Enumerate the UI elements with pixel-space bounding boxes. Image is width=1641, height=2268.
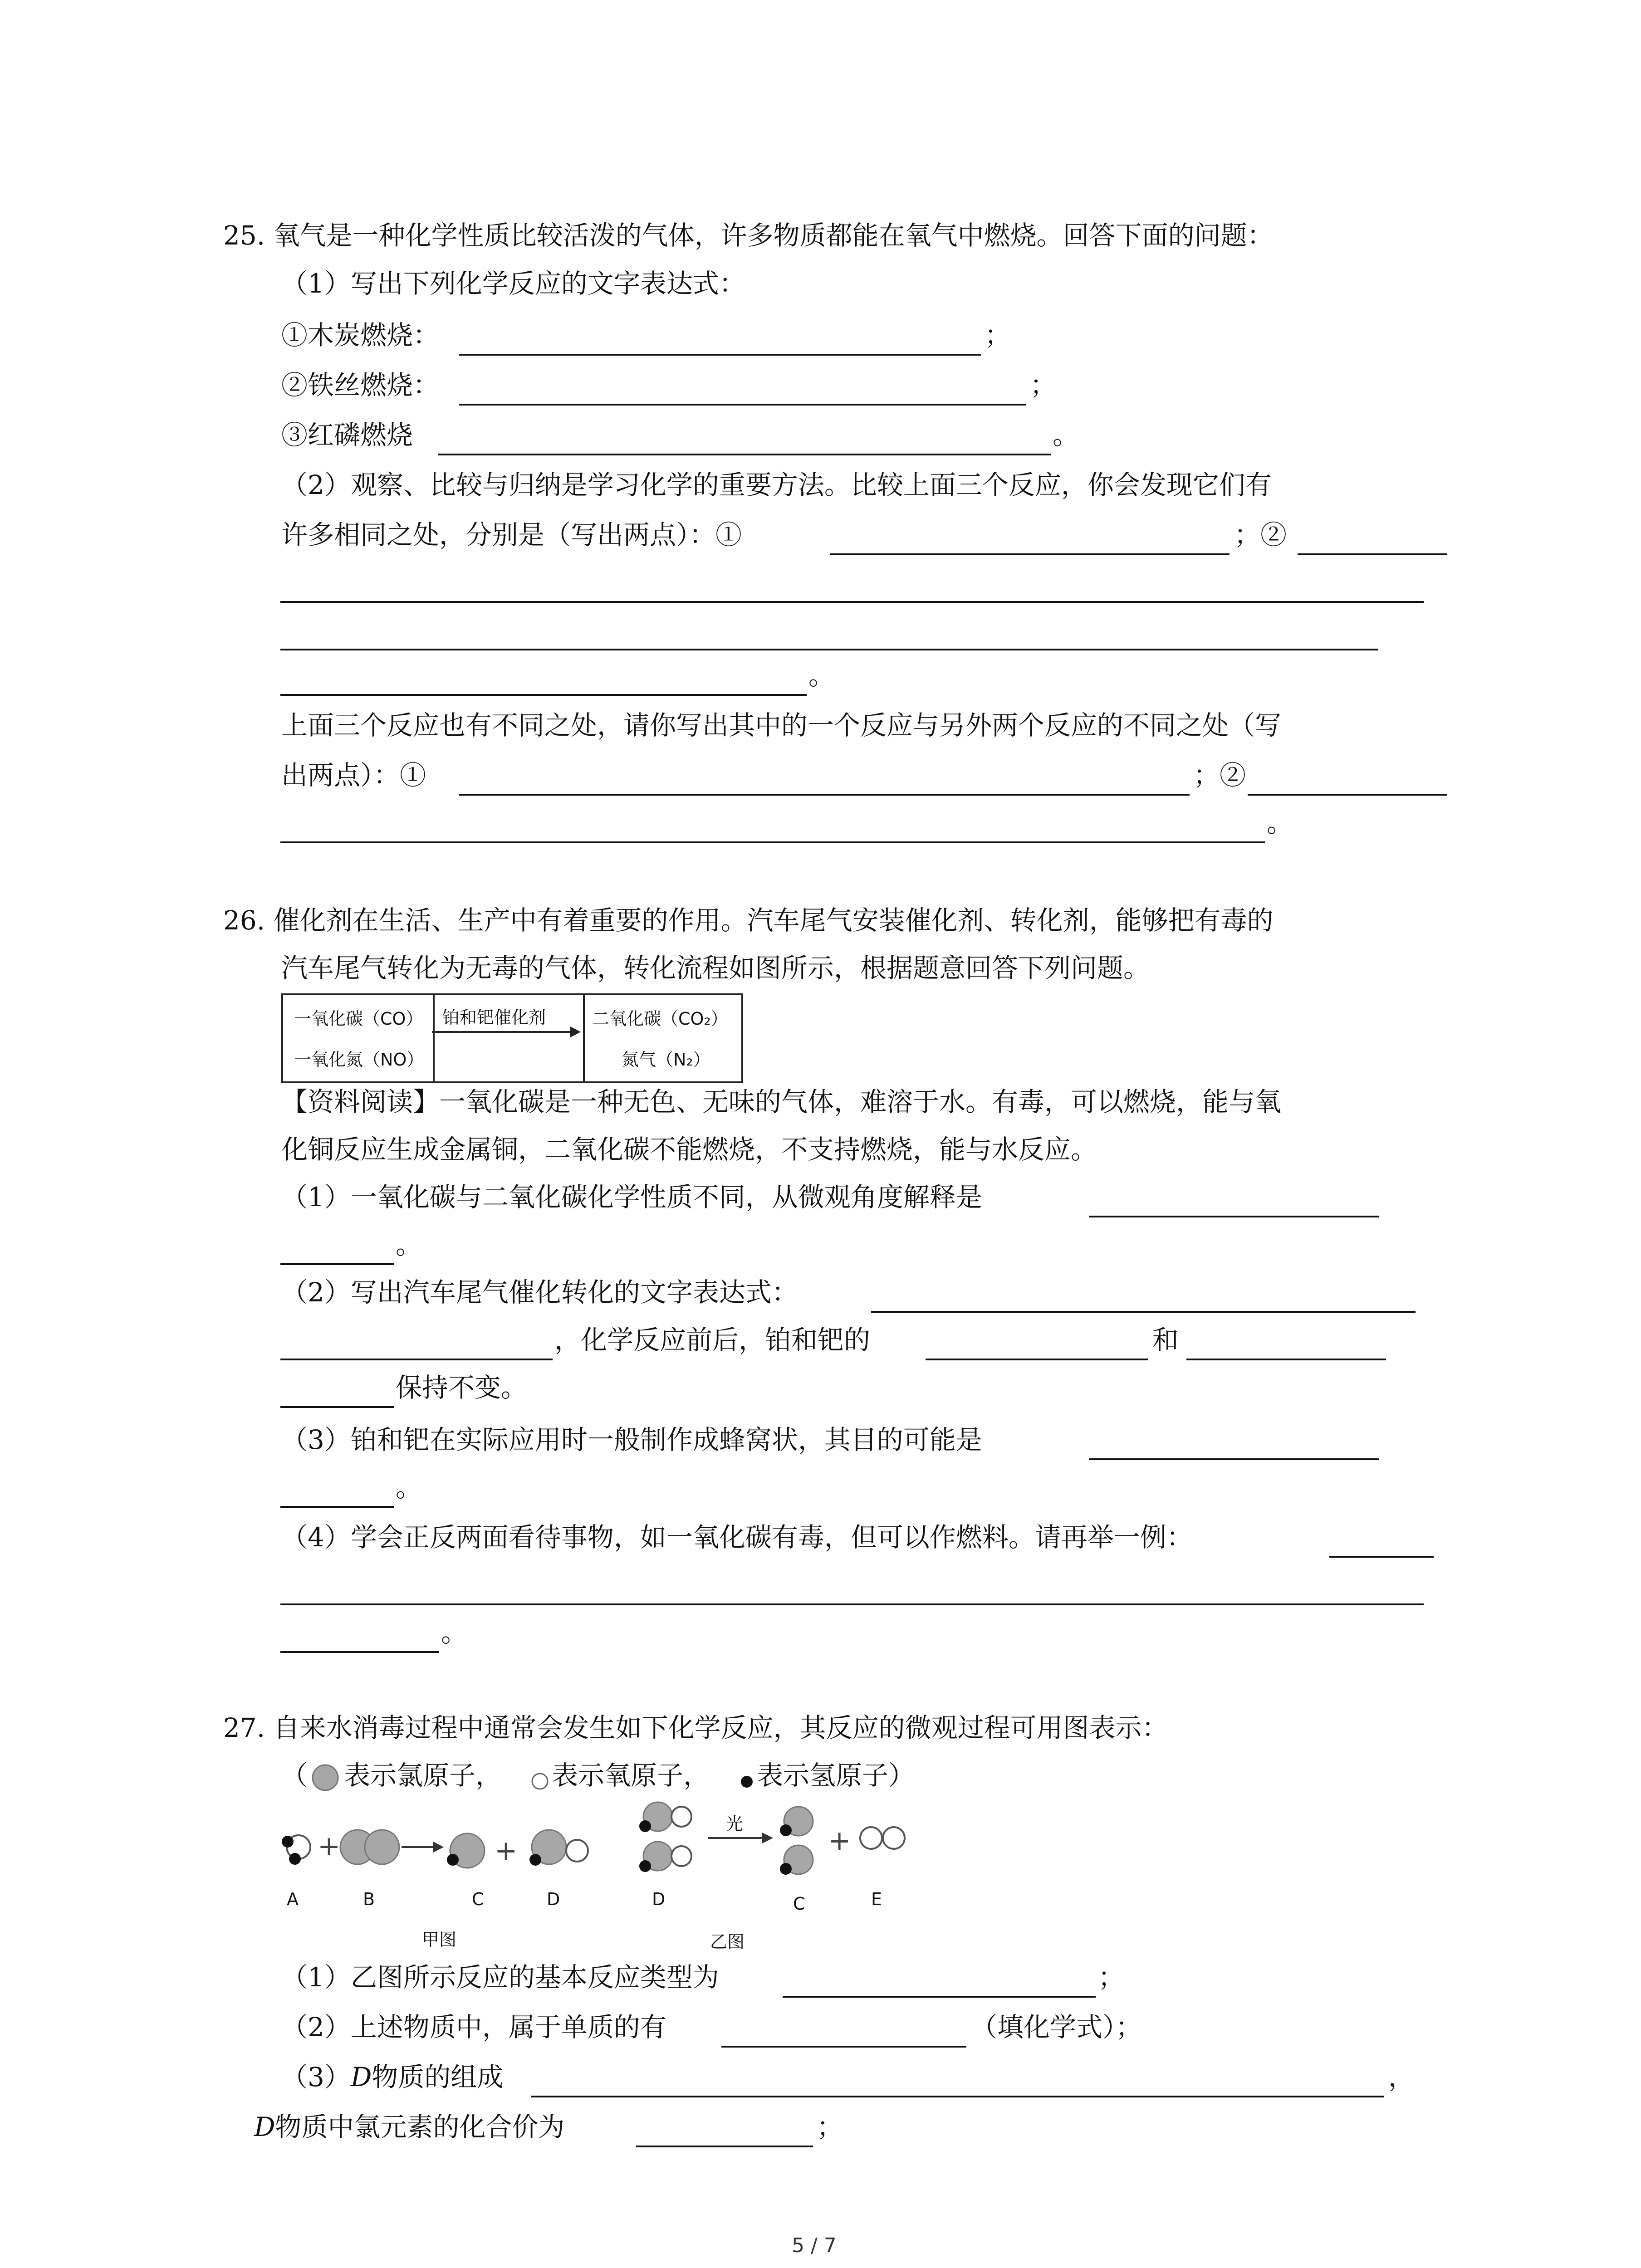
- figure-jia-reaction: [277, 1814, 608, 1892]
- q25-circle2b: ；②: [1193, 760, 1246, 791]
- q25-semicolon-2: ；: [1030, 370, 1057, 401]
- q27-part3-text: 物质的组成: [372, 2062, 504, 2092]
- q25-diff-line1: 上面三个反应也有不同之处，请你写出其中的一个反应与另外两个反应的不同之处（写: [281, 710, 1282, 741]
- q25-stem: 25. 氧气是一种化学性质比较活泼的气体，许多物质都能在氧气中燃烧。回答下面的问题：: [223, 220, 1274, 251]
- q25-period-3: 。: [1267, 807, 1293, 838]
- plus-sign-3: +: [828, 1825, 851, 1857]
- q27-part2-note: （填化学式）；: [971, 2012, 1142, 2043]
- q27-part4: [254, 2114, 565, 2140]
- q27-legend-open: （: [281, 1760, 308, 1791]
- q27-legend-chlorine: 表示氯原子，: [344, 1760, 502, 1791]
- q26-blank-1b[interactable]: [280, 1263, 394, 1265]
- fig-jia-label-c: C: [472, 1889, 484, 1909]
- q27-semicolon-1: ；: [1098, 1962, 1125, 1993]
- q27-blank-4[interactable]: [636, 2146, 813, 2147]
- q26-part3: （3）铂和钯在实际应用时一般制作成蜂窝状，其目的可能是: [281, 1424, 982, 1455]
- q25-period-1: 。: [1053, 420, 1079, 450]
- q25-period-2: 。: [808, 660, 835, 691]
- q27-part3-d: D: [350, 2062, 372, 2092]
- q26-reading-line1: 【资料阅读】一氧化碳是一种无色、无味的气体，难溶于水。有毒，可以燃烧，能与氧: [281, 1086, 1282, 1117]
- q26-part1: （1）一氧化碳与二氧化碳化学性质不同，从微观角度解释是: [281, 1182, 982, 1212]
- q26-part2-cont: ，化学反应前后，铂和钯的: [554, 1325, 871, 1355]
- q27-part4-d: D: [254, 2112, 275, 2142]
- q26-part2: （2）写出汽车尾气催化转化的文字表达式：: [281, 1277, 798, 1308]
- q26-blank-4a[interactable]: [1329, 1556, 1434, 1558]
- fig-yi-caption: 乙图: [710, 1932, 745, 1952]
- q25-blank-diff-2b[interactable]: [280, 841, 1265, 843]
- q26-part2-end: 保持不变。: [396, 1372, 528, 1403]
- molecule-c-top: [780, 1807, 813, 1836]
- q25-item1: ①木炭燃烧：: [281, 320, 440, 351]
- figure-yi-reaction: [626, 1796, 921, 1892]
- q26-blank-2e[interactable]: [280, 1406, 394, 1408]
- q25-part1: （1）写出下列化学反应的文字表达式：: [281, 268, 745, 299]
- flow-product-co2: 二氧化碳（CO₂）: [592, 1009, 728, 1029]
- arrow-icon-jia: [402, 1842, 444, 1853]
- q25-blank-same-2d[interactable]: [280, 694, 807, 696]
- q25-blank-same-2a[interactable]: [1298, 553, 1447, 555]
- q26-period-3: 。: [396, 1472, 422, 1503]
- q27-part3-prefix: [281, 2064, 503, 2090]
- fig-yi-label-e: E: [871, 1889, 882, 1909]
- q27-legend-oxygen: 表示氧原子，: [552, 1760, 710, 1791]
- q26-period-4: 。: [441, 1617, 468, 1648]
- fig-jia-label-d: D: [547, 1889, 560, 1909]
- q26-stem-line1: 26. 催化剂在生活、生产中有着重要的作用。汽车尾气安装催化剂、转化剂，能够把有毒的: [223, 905, 1274, 936]
- q26-reading-line2: 化铜反应生成金属铜，二氧化碳不能燃烧，不支持燃烧，能与水反应。: [281, 1134, 1097, 1165]
- q27-stem: 27. 自来水消毒过程中通常会发生如下化学反应，其反应的微观过程可用图表示：: [223, 1712, 1168, 1743]
- q25-part2-line2: 许多相同之处，分别是（写出两点）：①: [281, 519, 742, 550]
- molecule-c-bottom: [780, 1845, 813, 1875]
- fig-yi-arrow-label: 光: [726, 1814, 744, 1834]
- q25-circle2: ；②: [1234, 519, 1287, 550]
- molecule-a: [282, 1835, 310, 1865]
- page-number: 5 / 7: [792, 2234, 837, 2257]
- q26-blank-4b[interactable]: [280, 1603, 1424, 1605]
- molecule-e: [860, 1827, 905, 1849]
- flow-product-n2: 氮气（N₂）: [622, 1050, 710, 1070]
- q25-blank-same-1[interactable]: [830, 553, 1230, 555]
- flow-arrow-icon: [432, 1023, 582, 1041]
- fig-jia-label-b: B: [363, 1889, 375, 1909]
- q25-blank-diff-1[interactable]: [459, 794, 1190, 796]
- flow-reactant-co: 一氧化碳（CO）: [294, 1009, 423, 1029]
- q26-stem-line2: 汽车尾气转化为无毒的气体，转化流程如图所示，根据题意回答下列问题。: [281, 953, 1150, 983]
- q27-semicolon-2: ；: [817, 2112, 843, 2142]
- q25-blank-iron[interactable]: [459, 404, 1026, 406]
- plus-sign-1: +: [318, 1830, 341, 1862]
- hydrogen-atom-icon: [739, 1774, 755, 1790]
- molecule-d-top: [639, 1802, 691, 1832]
- q27-part4-text: 物质中氯元素的化合价为: [275, 2112, 565, 2142]
- flow-reactant-no: 一氧化氮（NO）: [294, 1050, 424, 1070]
- q27-blank-2[interactable]: [721, 2046, 966, 2048]
- molecule-d-bottom: [639, 1842, 691, 1872]
- q27-part3-num: （3）: [281, 2062, 351, 2092]
- molecule-c: [447, 1833, 485, 1868]
- fig-jia-label-a: A: [287, 1889, 299, 1909]
- fig-yi-label-c: C: [793, 1894, 805, 1914]
- q25-part2-line1: （2）观察、比较与归纳是学习化学的重要方法。比较上面三个反应，你会发现它们有: [281, 469, 1272, 500]
- q25-item3: ③红磷燃烧: [281, 420, 413, 450]
- chlorine-atom-icon: [309, 1764, 341, 1792]
- q25-item2: ②铁丝燃烧：: [281, 370, 440, 401]
- q27-blank-1[interactable]: [783, 1996, 1096, 1998]
- q27-part1: （1）乙图所示反应的基本反应类型为: [281, 1962, 719, 1993]
- q26-blank-2a[interactable]: [871, 1311, 1416, 1313]
- q27-part2: （2）上述物质中，属于单质的有: [281, 2012, 666, 2043]
- q27-legend-hydrogen: 表示氢原子）: [757, 1760, 915, 1791]
- fig-jia-caption: 甲图: [422, 1930, 457, 1950]
- molecule-d: [529, 1830, 588, 1866]
- q26-blank-3a[interactable]: [1089, 1458, 1379, 1460]
- molecule-b: [340, 1830, 399, 1864]
- flow-arrow-label: 铂和钯催化剂: [442, 1007, 546, 1027]
- q25-blank-same-2b[interactable]: [280, 601, 1424, 603]
- q27-comma: ，: [1388, 2062, 1415, 2092]
- q25-blank-phosphorus[interactable]: [438, 454, 1051, 455]
- q26-period-1: 。: [396, 1229, 422, 1260]
- q26-part4: （4）学会正反两面看待事物，如一氧化碳有毒，但可以作燃料。请再举一例：: [281, 1522, 1193, 1553]
- q26-and: 和: [1152, 1325, 1179, 1355]
- q26-blank-2d[interactable]: [1186, 1359, 1386, 1360]
- q26-blank-2b[interactable]: [280, 1359, 553, 1360]
- q26-blank-3b[interactable]: [280, 1506, 394, 1508]
- plus-sign-2: +: [495, 1835, 518, 1867]
- q26-blank-1a[interactable]: [1089, 1216, 1379, 1217]
- q25-blank-diff-2a[interactable]: [1248, 794, 1447, 796]
- q25-semicolon-1: ；: [985, 320, 1011, 351]
- q25-blank-same-2c[interactable]: [280, 649, 1378, 650]
- q26-blank-2c[interactable]: [926, 1359, 1148, 1360]
- q25-diff-line2: 出两点）：①: [281, 760, 426, 791]
- q25-blank-charcoal[interactable]: [459, 354, 981, 356]
- q27-blank-3[interactable]: [531, 2096, 1384, 2097]
- oxygen-atom-icon: [530, 1771, 550, 1791]
- fig-yi-label-d: D: [652, 1889, 666, 1909]
- q26-blank-4c[interactable]: [280, 1651, 439, 1653]
